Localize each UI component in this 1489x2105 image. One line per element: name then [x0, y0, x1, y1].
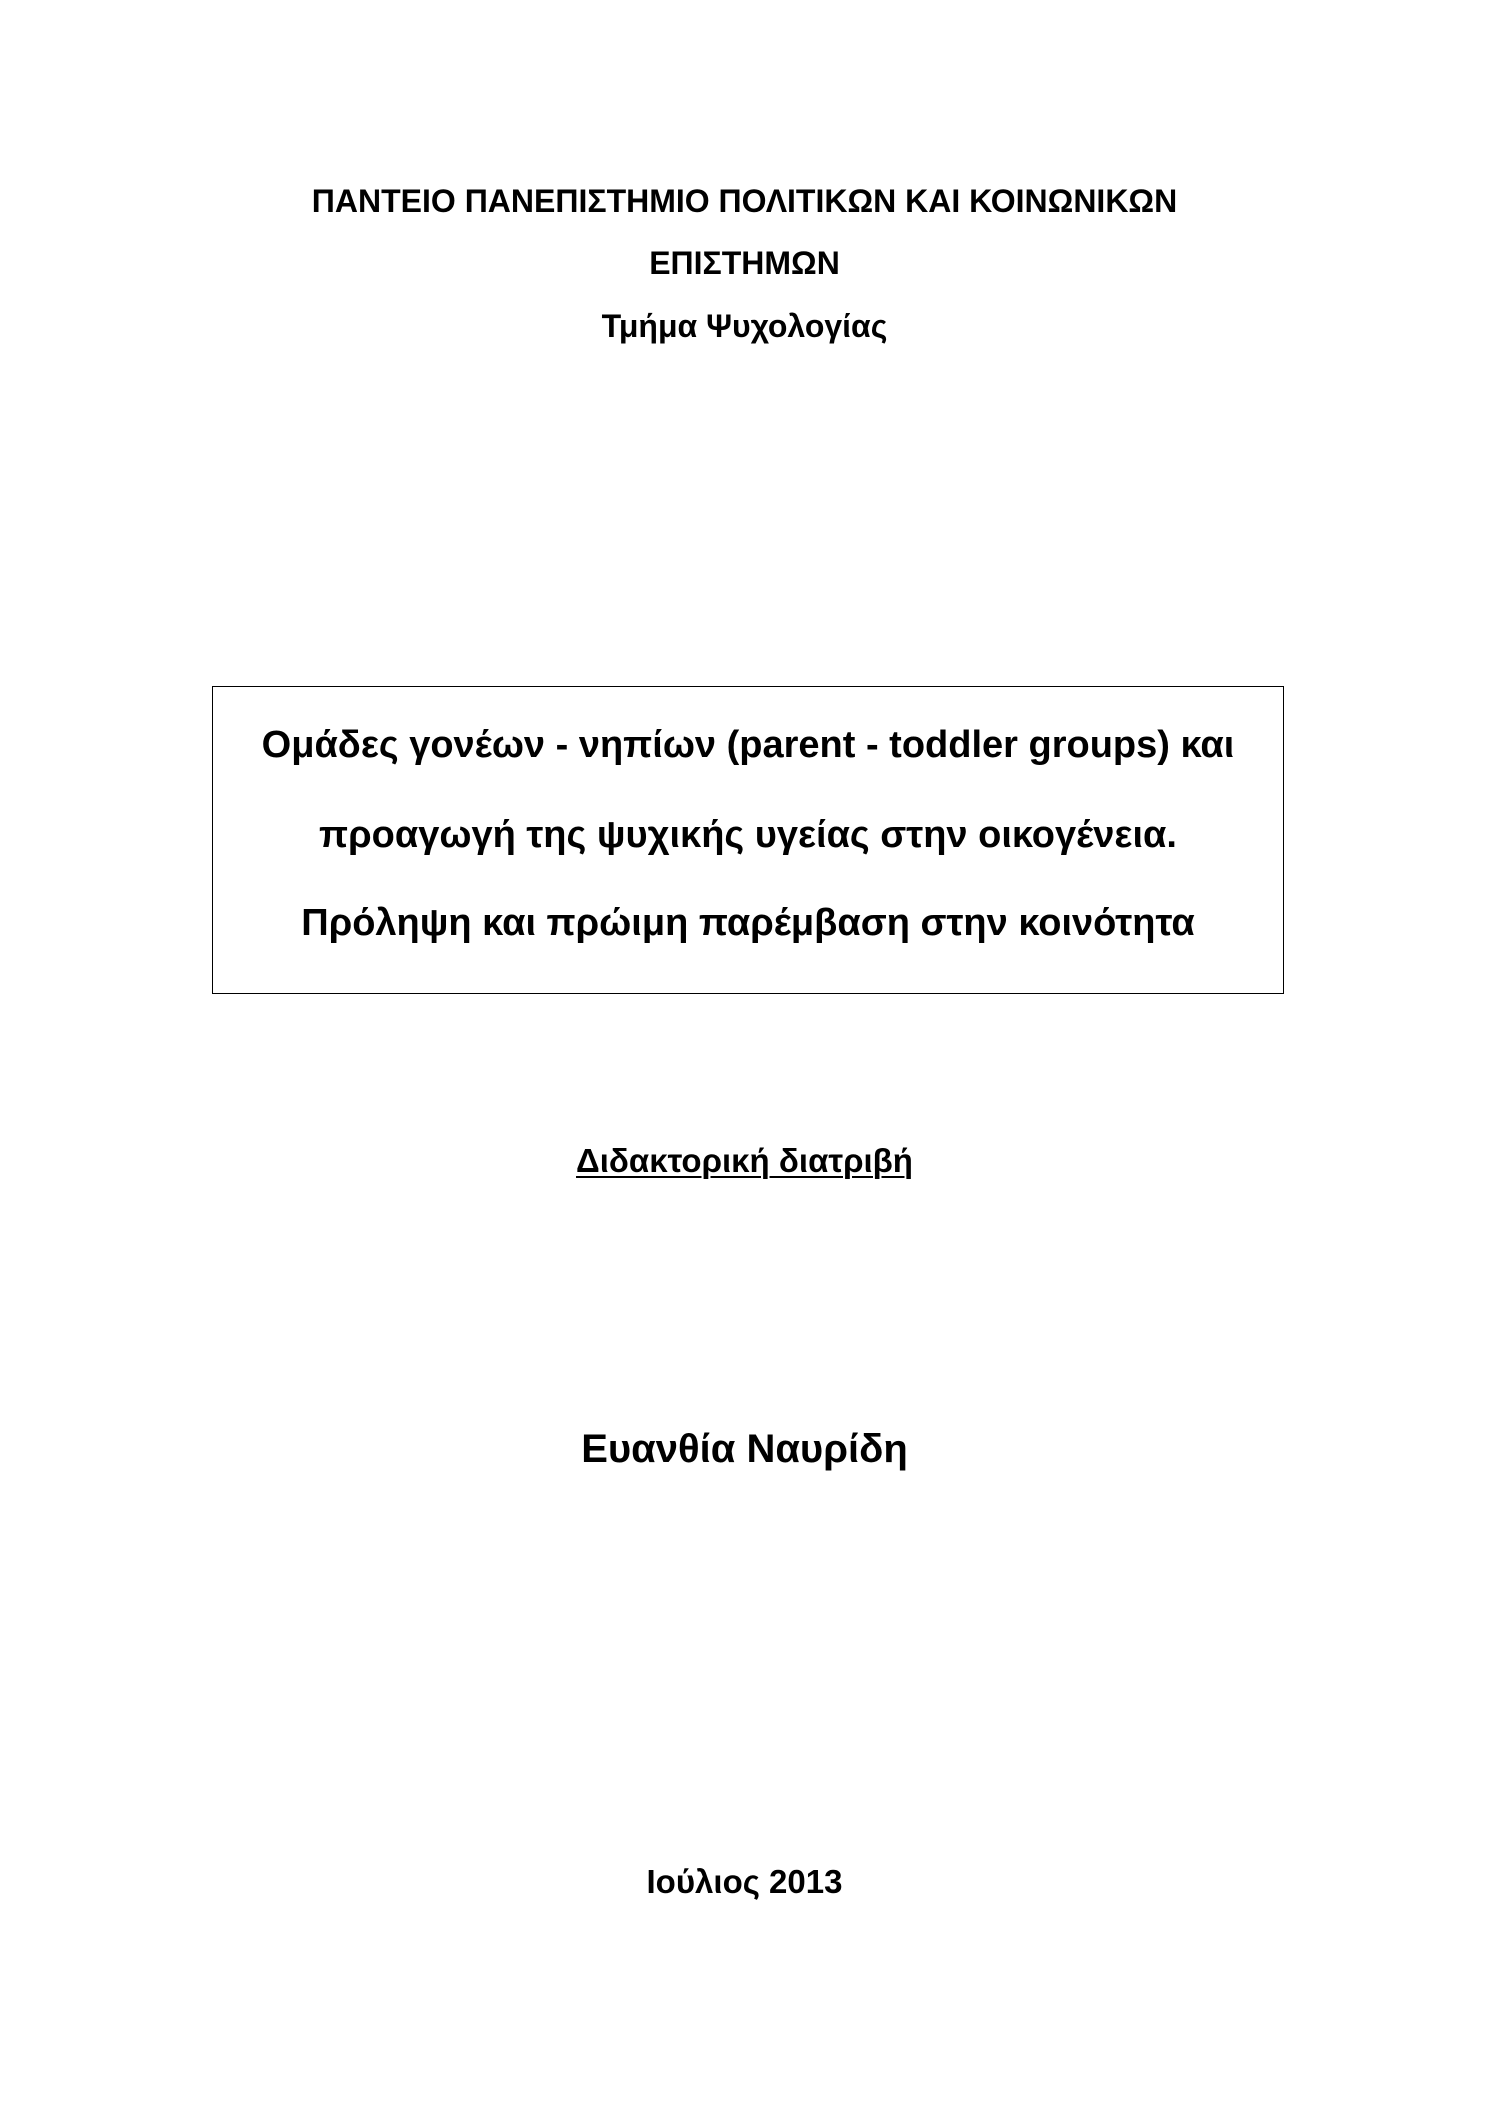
publication-date: Ιούλιος 2013	[646, 1863, 843, 1900]
thesis-title-line2: προαγωγή της ψυχικής υγείας στην οικογένεια.	[319, 814, 1177, 856]
thesis-title-line1: Ομάδες γονέων - νηπίων (parent - toddler groups) και	[261, 724, 1235, 766]
thesis-title-box	[212, 686, 1284, 994]
author-name: Ευανθία Ναυρίδη	[581, 1427, 908, 1471]
document-type-label: Διδακτορική διατριβή	[576, 1142, 913, 1179]
document-type	[0, 1140, 1489, 1182]
department-name: Τμήμα Ψυχολογίας	[601, 308, 888, 344]
institution-name-line2: ΕΠΙΣΤΗΜΩΝ	[649, 245, 840, 281]
institution-name-line1: ΠΑΝΤΕΙΟ ΠΑΝΕΠΙΣΤΗΜΙΟ ΠΟΛΙΤΙΚΩΝ ΚΑΙ ΚΟΙΝΩΝΙΚΩΝ	[311, 183, 1178, 219]
thesis-title-line3: Πρόληψη και πρώιμη παρέμβαση στην κοινότητα	[301, 902, 1195, 944]
